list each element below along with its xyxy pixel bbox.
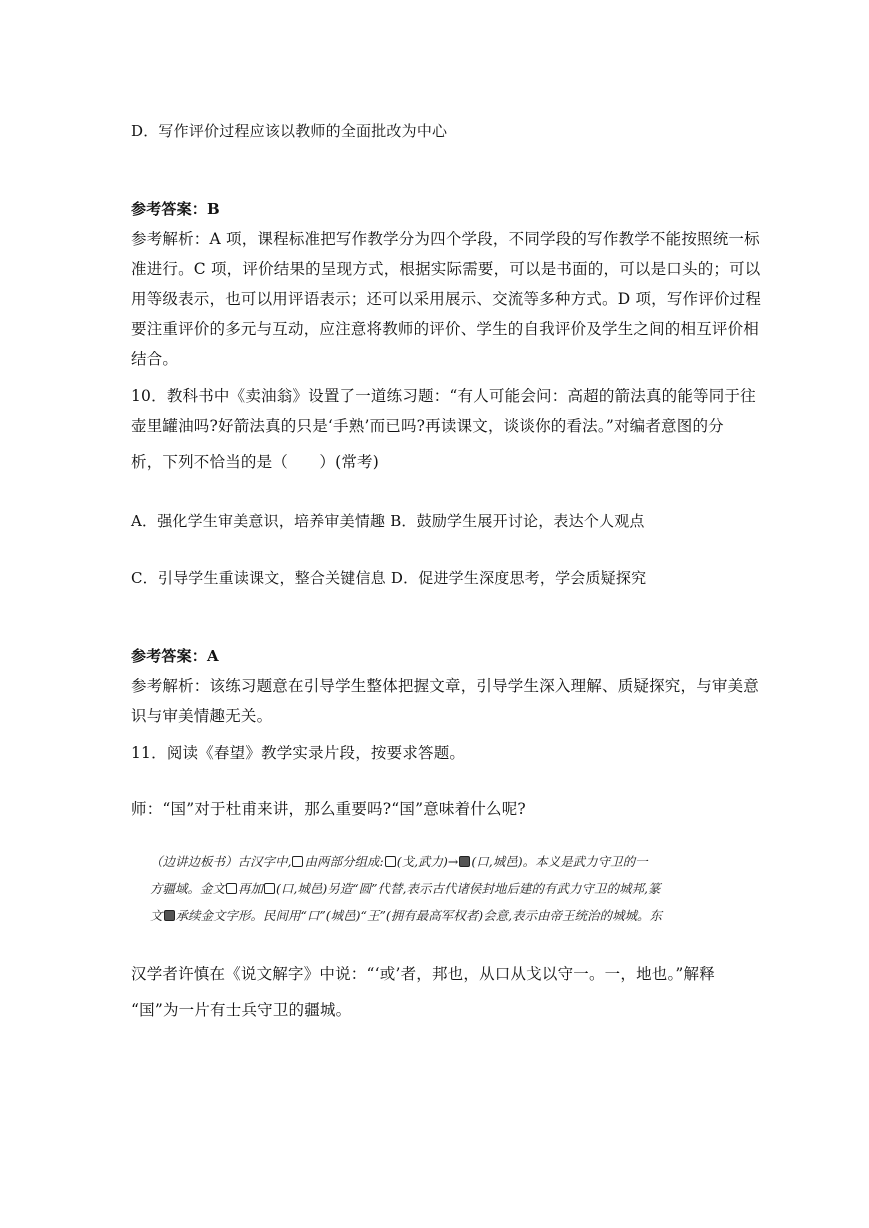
answer-line-q9	[131, 198, 220, 219]
question-10-options-cd: C．引导学生重读课文，整合关键信息 D．促进学生深度思考，学会质疑探究	[131, 569, 647, 587]
question-10-stem: 析，下列不恰当的是（ ）(常考)	[131, 453, 379, 471]
question-10-stem: 壶里罐油吗?好箭法真的只是‘手熟’而已吗?再读课文，谈谈你的看法。”对编者意图的分	[131, 417, 724, 435]
ancient-character-icon	[226, 883, 237, 894]
continuation-line: “国”为一片有士兵守卫的疆城。	[131, 1001, 352, 1019]
ancient-character-icon	[459, 856, 470, 867]
analysis-line: 准进行。C 项，评价结果的呈现方式，根据实际需要，可以是书面的，可以是口头的；可以	[131, 260, 761, 278]
teacher-line: 师：“国”对于杜甫来讲，那么重要吗?“国”意味着什么呢?	[131, 800, 526, 818]
ancient-character-icon	[292, 856, 303, 867]
analysis-line: 结合。	[131, 350, 179, 368]
option-d-previous: D．写作评价过程应该以教师的全面批改为中心	[131, 122, 448, 140]
question-10-options-ab: A．强化学生审美意识，培养审美情趣 B．鼓励学生展开讨论，表达个人观点	[131, 512, 645, 530]
note-row: 方疆域。金文 再加 (口,城邑)另造“圆”代替,表示古代诸侯封地后建的有武力守卫的城邦,篆	[150, 881, 661, 896]
ancient-character-icon	[164, 910, 175, 921]
analysis-line: 识与审美情趣无关。	[131, 707, 273, 725]
analysis-line: 参考解析：该练习题意在引导学生整体把握文章，引导学生深入理解、质疑探究，与审美意	[131, 677, 760, 695]
analysis-line: 参考解析：A 项，课程标准把写作教学分为四个学段，不同学段的写作教学不能按照统一标	[131, 230, 760, 248]
embedded-board-note-image	[150, 848, 710, 929]
answer-label: 参考答案：	[131, 200, 208, 218]
question-11-stem: 11．阅读《春望》教学实录片段，按要求答题。	[131, 744, 466, 762]
answer-value: A	[207, 647, 219, 665]
answer-line-q10	[131, 645, 219, 666]
note-row: （边讲边板书）古汉字中, 由两部分组成: (戈,武力)→ (口,城邑)。本义是武力守卫的一	[150, 854, 648, 869]
note-row: 文 承续金文字形。民间用“口”(城邑)“王”(拥有最高军权者)会意,表示由帝王统治的城城。东	[150, 908, 663, 923]
question-10-stem: 10．教科书中《卖油翁》设置了一道练习题：“有人可能会问：高超的箭法真的能等同于往	[131, 387, 756, 405]
ancient-character-icon	[264, 883, 275, 894]
continuation-line: 汉学者许慎在《说文解字》中说：“‘或’者，邦也，从口从戈以守一。一，地也。”解释	[131, 965, 715, 983]
ancient-character-icon	[385, 856, 396, 867]
analysis-line: 要注重评价的多元与互动，应注意将教师的评价、学生的自我评价及学生之间的相互评价相	[131, 320, 760, 338]
answer-label: 参考答案：	[131, 647, 208, 665]
analysis-line: 用等级表示，也可以用评语表示；还可以采用展示、交流等多种方式。D 项，写作评价过程	[131, 290, 762, 308]
answer-value: B	[207, 200, 220, 218]
